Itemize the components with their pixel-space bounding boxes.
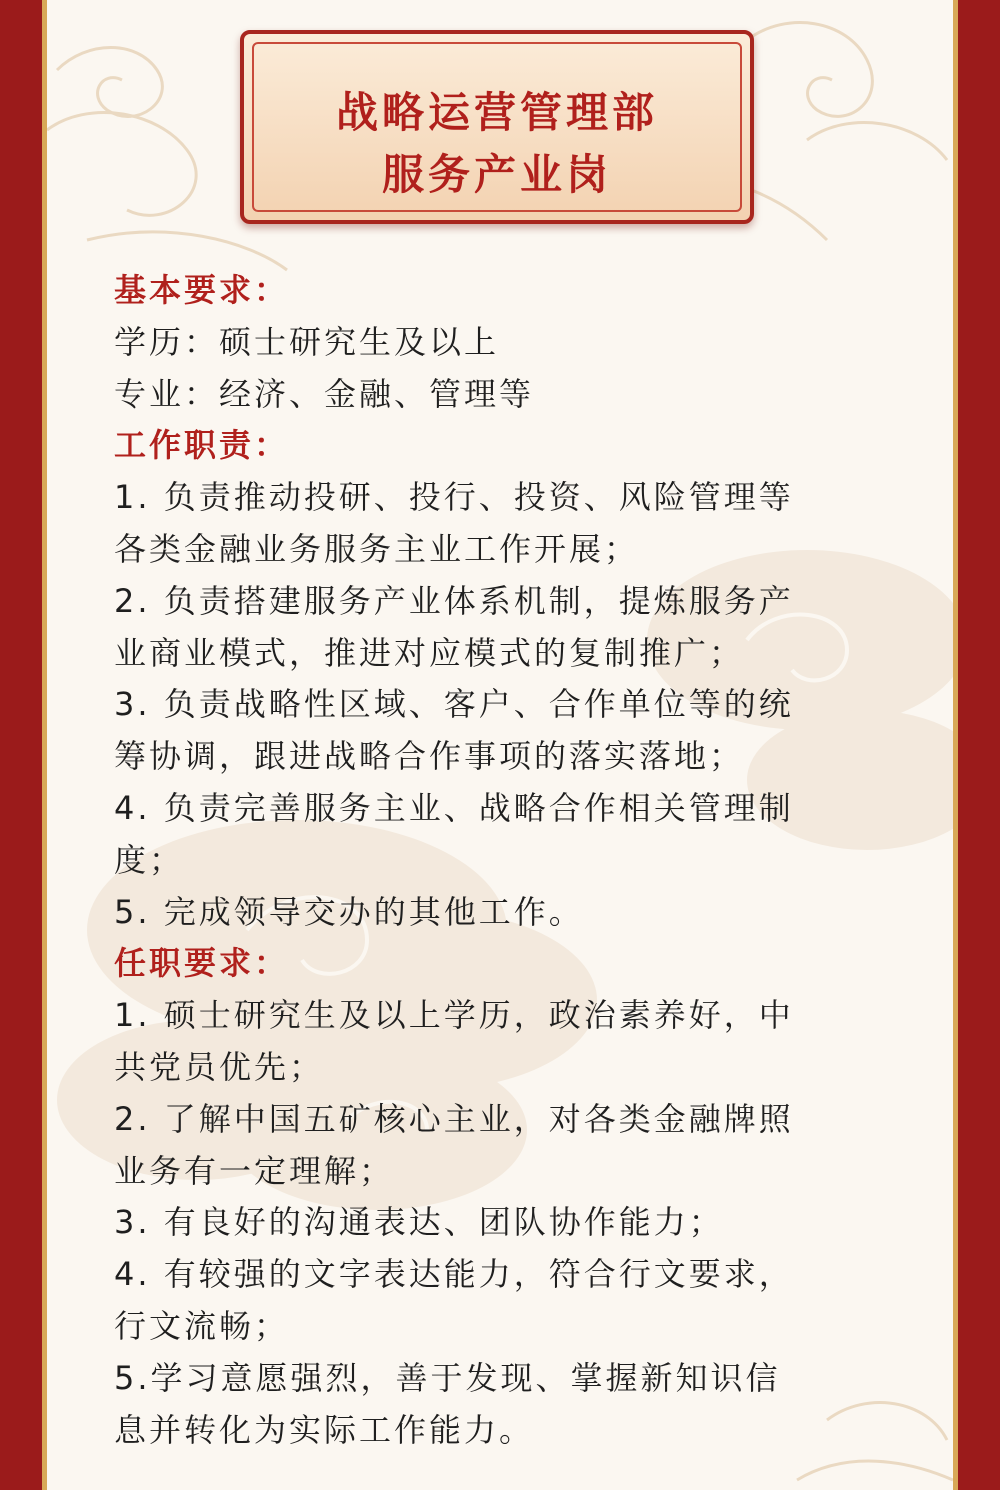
basic-requirement-line: 专业：经济、金融、管理等: [114, 374, 535, 413]
content-panel: [47, 0, 953, 1490]
qualification-line: 5.学习意愿强烈，善于发现、掌握新知识信: [114, 1358, 781, 1397]
qualification-line: 业务有一定理解；: [114, 1151, 395, 1190]
basic-requirement-line: 学历：硕士研究生及以上: [114, 322, 500, 361]
duty-line: 3. 负责战略性区域、客户、合作单位等的统: [114, 685, 794, 724]
qualification-line: 3. 有良好的沟通表达、团队协作能力；: [114, 1203, 724, 1242]
duty-line: 4. 负责完善服务主业、战略合作相关管理制: [114, 788, 794, 827]
duty-line: 5. 完成领导交办的其他工作。: [114, 892, 584, 931]
duty-line: 业商业模式，推进对应模式的复制推广；: [114, 633, 745, 672]
department-title: 战略运营管理部: [335, 88, 658, 137]
qualification-line: 息并转化为实际工作能力。: [114, 1410, 535, 1449]
position-title: 服务产业岗: [381, 150, 612, 199]
duty-line: 2. 负责搭建服务产业体系机制，提炼服务产: [114, 581, 794, 620]
qualification-line: 行文流畅；: [114, 1306, 290, 1345]
qualification-line: 1. 硕士研究生及以上学历，政治素养好，中: [114, 996, 794, 1035]
duty-line: 筹协调，跟进战略合作事项的落实落地；: [114, 737, 745, 776]
section-heading-duties: 工作职责：: [114, 426, 290, 465]
qualification-line: 4. 有较强的文字表达能力，符合行文要求，: [114, 1255, 794, 1294]
job-description: [114, 265, 904, 1456]
right-gold-border: [953, 0, 958, 1490]
duty-line: 度；: [114, 840, 185, 879]
qualification-line: 共党员优先；: [114, 1047, 325, 1086]
section-heading-basic-requirements: 基本要求：: [114, 271, 290, 309]
title-plaque: [240, 30, 754, 224]
qualification-line: 2. 了解中国五矿核心主业，对各类金融牌照: [114, 1099, 794, 1138]
duty-line: 1. 负责推动投研、投行、投资、风险管理等: [114, 478, 794, 517]
section-heading-qualifications: 任职要求：: [114, 944, 290, 983]
duty-line: 各类金融业务服务主业工作开展；: [114, 529, 640, 568]
